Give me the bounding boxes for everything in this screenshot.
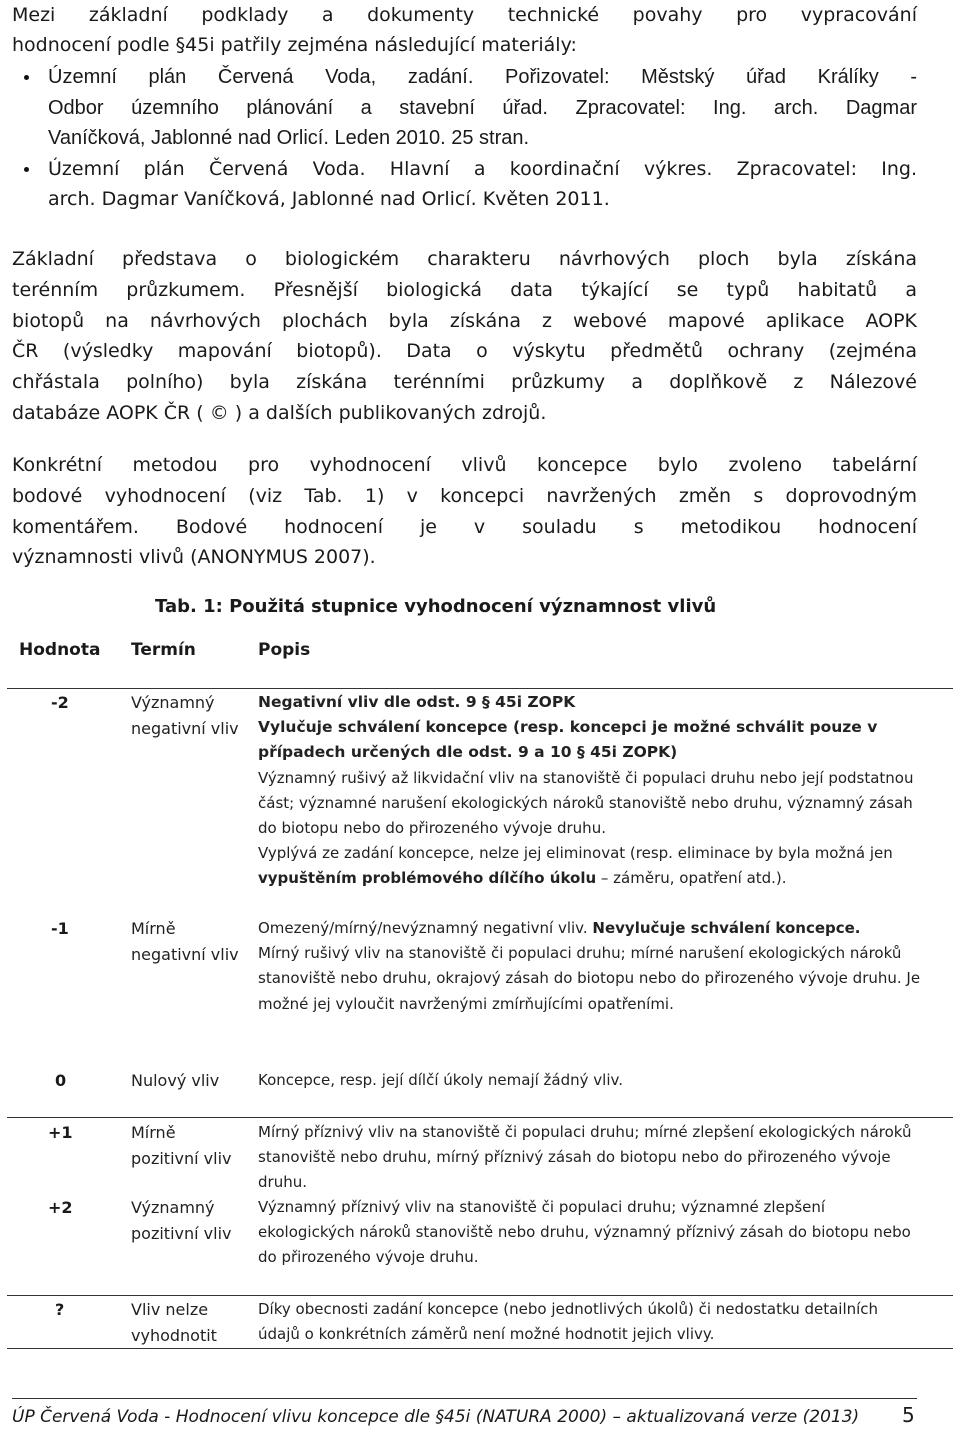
row-description-text: [258, 916, 923, 941]
row-term: Mírně negativní vliv: [131, 919, 239, 964]
row-description-emphasis: Nevylučuje schválení koncepce.: [592, 919, 861, 937]
row-description: [258, 690, 923, 892]
intro-line-2: hodnocení podle §45i patřily zejména následující materiály:: [12, 34, 577, 56]
paragraph-line: terénním průzkumem. Přesnější biologická data týkající se typů habitatů a: [12, 278, 917, 301]
row-value: ?: [55, 1300, 65, 1319]
row-description: Koncepce, resp. její dílčí úkoly nemají žádný vliv.: [258, 1071, 623, 1089]
paragraph-line: chřástala polního) byla získána terénními průzkumy a doplňkově z Nálezové: [12, 371, 917, 394]
paragraph-method: [12, 450, 917, 573]
row-description-emphasis: vypuštěním problémového dílčího úkolu: [258, 869, 597, 888]
footer-text: ÚP Červená Voda - Hodnocení vlivu koncepce dle §45i (NATURA 2000) – aktualizovaná verze (2013): [12, 1407, 860, 1427]
list-item-line: Odbor územního plánování a stavební úřad. Zpracovatel: Ing. arch. Dagmar: [48, 96, 917, 119]
paragraph-line: databáze AOPK ČR ( © ) a dalších publikovaných zdrojů.: [12, 401, 547, 424]
bullet-dot-icon: [24, 75, 29, 80]
paragraph-line: Základní představa o biologickém charakteru návrhových ploch byla získána: [12, 248, 917, 270]
list-item: [12, 62, 917, 154]
row-description-fragment: Omezený/mírný/nevýznamný negativní vliv.: [258, 919, 593, 937]
row-term: Vliv nelze vyhodnotit: [131, 1300, 217, 1345]
paragraph-biology-data: [12, 244, 917, 429]
bullet-dot-icon: [24, 167, 29, 172]
row-description-text: Významný rušivý až likvidační vliv na stanoviště či populaci druhu nebo její podstatnou část; významné narušení ekologických nároků stanoviště nebo druhu, významný zásah do biotopu nebo do přirozeného vývoje druhu.: [258, 768, 914, 838]
column-header-value: Hodnota: [19, 640, 101, 660]
materials-list: [12, 62, 917, 215]
row-description: Mírný příznivý vliv na stanoviště či populaci druhu; mírné zlepšení ekologických nároků stanoviště nebo druhu, mírný příznivý zásah do biotopu nebo do přirozeného vývoje druhu.: [258, 1123, 912, 1192]
row-value: +1: [48, 1123, 73, 1142]
list-item-line: Vaníčková, Jablonné nad Orlicí. Leden 2010. 25 stran.: [48, 127, 530, 149]
row-description-text: [258, 841, 923, 891]
row-description: [258, 916, 923, 1017]
list-item: [12, 154, 917, 215]
list-item-line: Územní plán Červená Voda, zadání. Pořizovatel: Městský úřad Králíky -: [48, 66, 917, 88]
list-item-line: arch. Dagmar Vaníčková, Jablonné nad Orlicí. Květen 2011.: [48, 188, 610, 210]
row-term: Mírně pozitivní vliv: [131, 1123, 232, 1168]
table-divider: [7, 688, 953, 689]
row-term: Nulový vliv: [131, 1071, 220, 1090]
paragraph-line: Konkrétní metodou pro vyhodnocení vlivů koncepce bylo zvoleno tabelární: [12, 454, 917, 476]
row-description-bold: Vylučuje schválení koncepce (resp. koncepci je možné schválit pouze v případech určených dle odst. 9 a 10 § 45i ZOPK): [258, 718, 878, 762]
table-caption: Tab. 1: Použitá stupnice vyhodnocení významnost vlivů: [155, 596, 717, 617]
column-header-term: Termín: [131, 640, 196, 660]
row-value: -2: [51, 693, 69, 712]
list-item-line: Územní plán Červená Voda. Hlavní a koordinační výkres. Zpracovatel: Ing.: [48, 157, 917, 180]
table-divider: [7, 1295, 953, 1296]
row-description: Významný příznivý vliv na stanoviště či populaci druhu; významné zlepšení ekologických nároků stanoviště nebo druhu, významný příznivý zásah do biotopu nebo do přirozeného vývoje druhu.: [258, 1198, 911, 1267]
table-divider: [7, 1348, 953, 1349]
row-description-fragment: – záměru, opatření atd.).: [596, 869, 787, 888]
row-term: Významný pozitivní vliv: [131, 1198, 232, 1243]
footer-divider: [12, 1398, 917, 1399]
row-value: +2: [48, 1198, 73, 1217]
column-header-description: Popis: [258, 640, 311, 660]
row-description: Díky obecnosti zadání koncepce (nebo jednotlivých úkolů) či nedostatku detailních údajů o konkrétních záměrů není možné hodnotit jejich vlivy.: [258, 1300, 879, 1344]
paragraph-line: biotopů na návrhových plochách byla získána z webové mapové aplikace AOPK: [12, 309, 917, 332]
row-value: 0: [55, 1071, 67, 1090]
paragraph-line: ČR (výsledky mapování biotopů). Data o výskytu předmětů ochrany (zejména: [12, 340, 917, 363]
paragraph-line: významnosti vlivů (ANONYMUS 2007).: [12, 546, 376, 569]
intro-line-1: Mezi základní podklady a dokumenty technické povahy pro vypracování: [12, 4, 917, 26]
row-description-fragment: Vyplývá ze zadání koncepce, nelze jej eliminovat (resp. eliminace by byla možná jen: [258, 844, 893, 863]
row-value: -1: [51, 919, 69, 938]
table-divider: [7, 1117, 953, 1118]
page-number: 5: [902, 1403, 915, 1427]
row-description-bold: Negativní vliv dle odst. 9 § 45i ZOPK: [258, 693, 576, 711]
row-term: Významný negativní vliv: [131, 693, 239, 738]
paragraph-line: bodové vyhodnocení (viz Tab. 1) v koncepci navržených změn s doprovodným: [12, 484, 917, 507]
row-description-text: Mírný rušivý vliv na stanoviště či populaci druhu; mírné narušení ekologických nároků stanoviště nebo druhu, okrajový zásah do biotopu nebo do přirozeného vývoje druhu. Je možné jej vyloučit navrženými zmírňujícími opatřeními.: [258, 944, 921, 1013]
paragraph-line: komentářem. Bodové hodnocení je v souladu s metodikou hodnocení: [12, 515, 917, 538]
